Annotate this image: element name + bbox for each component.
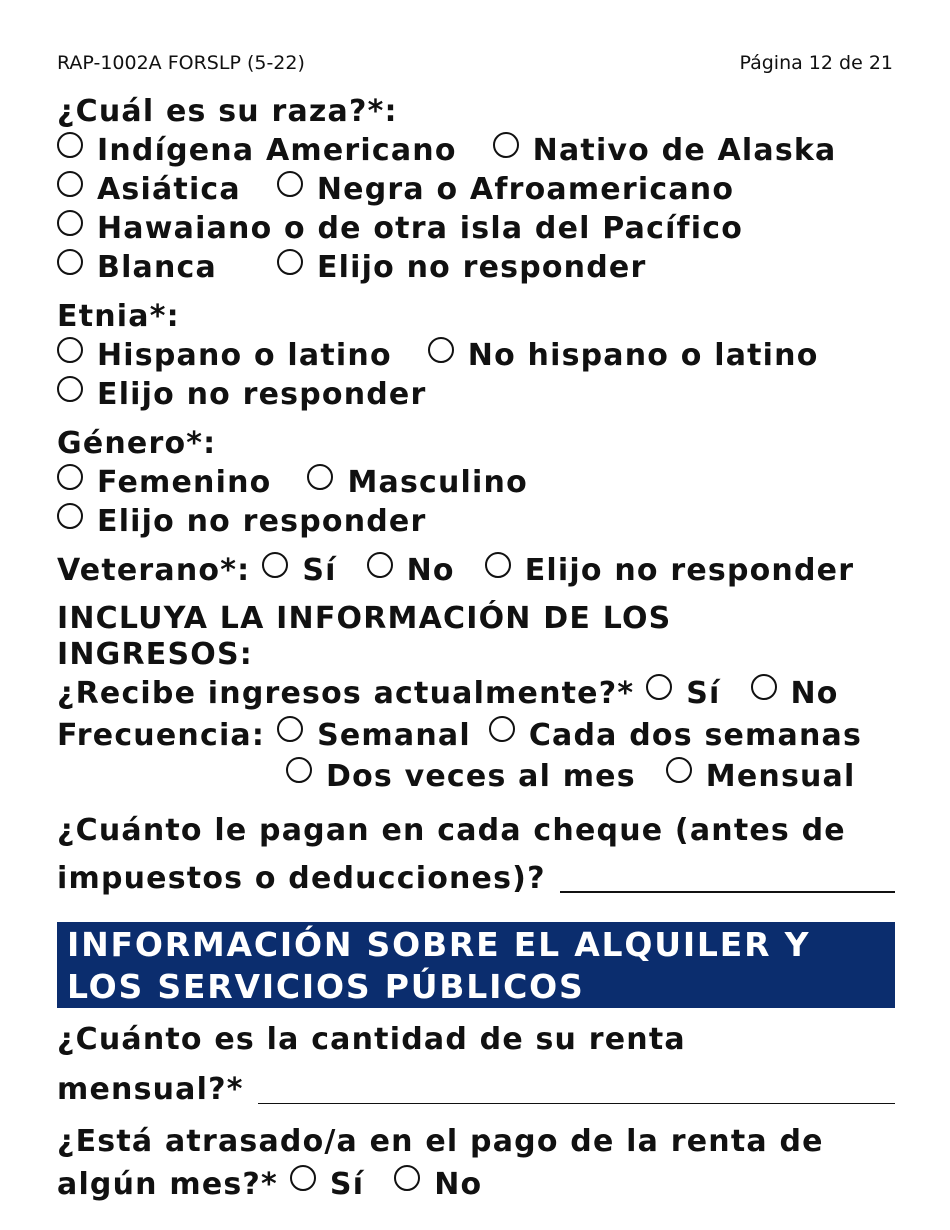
section-title-line1: INFORMACIÓN SOBRE EL ALQUILER Y: [67, 925, 811, 964]
gender-question: Género*:: [57, 426, 217, 461]
paycheck-amount-field[interactable]: [560, 867, 895, 893]
radio-button[interactable]: [666, 757, 692, 783]
radio-button[interactable]: [57, 337, 83, 363]
late-rent-question-line2: algún mes?*: [57, 1166, 278, 1202]
radio-button[interactable]: [751, 674, 777, 700]
radio-button[interactable]: [394, 1165, 420, 1191]
receives-income-no[interactable]: No: [751, 676, 839, 711]
receives-income-yes[interactable]: Sí: [646, 676, 720, 711]
radio-button[interactable]: [57, 249, 83, 275]
page-number: Página 12 de 21: [739, 52, 893, 74]
rent-question-line2: mensual?*: [57, 1071, 244, 1107]
late-rent-question-line1: ¿Está atrasado/a en el pago de la renta de: [57, 1123, 824, 1159]
paycheck-question-line2: impuestos o deducciones)?: [57, 860, 546, 896]
race-option-pacific-islander[interactable]: Hawaiano o de otra isla del Pacífico: [57, 211, 743, 246]
race-option-alaska-native[interactable]: Nativo de Alaska: [493, 133, 837, 168]
radio-button[interactable]: [57, 210, 83, 236]
gender-option-female[interactable]: Femenino: [57, 465, 271, 500]
rent-question-line1: ¿Cuánto es la cantidad de su renta: [57, 1021, 686, 1057]
radio-button[interactable]: [428, 337, 454, 363]
race-option-white[interactable]: Blanca: [57, 250, 217, 285]
form-id: RAP-1002A FORSLP (5-22): [57, 52, 305, 74]
race-question: ¿Cuál es su raza?*:: [57, 94, 398, 129]
late-rent-yes[interactable]: Sí: [290, 1167, 364, 1202]
rent-utilities-section-header: [57, 922, 895, 1008]
radio-button[interactable]: [277, 716, 303, 742]
race-option-decline[interactable]: Elijo no responder: [277, 250, 646, 285]
veteran-option-yes[interactable]: Sí: [262, 553, 336, 588]
radio-button[interactable]: [286, 757, 312, 783]
frequency-monthly[interactable]: Mensual: [666, 759, 856, 794]
frequency-biweekly[interactable]: Cada dos semanas: [489, 718, 862, 753]
frequency-label: Frecuencia:: [57, 717, 266, 753]
radio-button[interactable]: [262, 552, 288, 578]
form-content: [57, 92, 895, 1204]
radio-button[interactable]: [57, 376, 83, 402]
race-option-asian[interactable]: Asiática: [57, 172, 241, 207]
radio-button[interactable]: [57, 503, 83, 529]
race-option-black[interactable]: Negra o Afroamericano: [277, 172, 734, 207]
race-option-indigenous[interactable]: Indígena Americano: [57, 133, 457, 168]
radio-button[interactable]: [277, 171, 303, 197]
radio-button[interactable]: [485, 552, 511, 578]
radio-button[interactable]: [57, 464, 83, 490]
gender-option-decline[interactable]: Elijo no responder: [57, 504, 426, 539]
monthly-rent-field[interactable]: [258, 1079, 895, 1104]
ethnicity-option-hispanic[interactable]: Hispano o latino: [57, 338, 392, 373]
radio-button[interactable]: [290, 1165, 316, 1191]
paycheck-question-line1: ¿Cuánto le pagan en cada cheque (antes de: [57, 812, 846, 848]
radio-button[interactable]: [489, 716, 515, 742]
ethnicity-option-not-hispanic[interactable]: No hispano o latino: [428, 338, 819, 373]
radio-button[interactable]: [307, 464, 333, 490]
radio-button[interactable]: [57, 132, 83, 158]
income-heading-line2: INGRESOS:: [57, 636, 254, 672]
section-title-line2: LOS SERVICIOS PÚBLICOS: [67, 967, 585, 1006]
radio-button[interactable]: [367, 552, 393, 578]
gender-option-male[interactable]: Masculino: [307, 465, 527, 500]
veteran-question: Veterano*:: [57, 553, 251, 588]
receives-income-question: ¿Recibe ingresos actualmente?*: [57, 675, 635, 711]
ethnicity-option-decline[interactable]: Elijo no responder: [57, 377, 426, 412]
income-heading-line1: INCLUYA LA INFORMACIÓN DE LOS: [57, 600, 672, 636]
veteran-option-no[interactable]: No: [367, 553, 455, 588]
page-header: [57, 52, 893, 74]
late-rent-no[interactable]: No: [394, 1167, 482, 1202]
radio-button[interactable]: [646, 674, 672, 700]
radio-button[interactable]: [57, 171, 83, 197]
frequency-weekly[interactable]: Semanal: [277, 718, 471, 753]
veteran-option-decline[interactable]: Elijo no responder: [485, 553, 854, 588]
radio-button[interactable]: [493, 132, 519, 158]
radio-button[interactable]: [277, 249, 303, 275]
frequency-twice-monthly[interactable]: Dos veces al mes: [286, 759, 636, 794]
ethnicity-question: Etnia*:: [57, 299, 180, 334]
